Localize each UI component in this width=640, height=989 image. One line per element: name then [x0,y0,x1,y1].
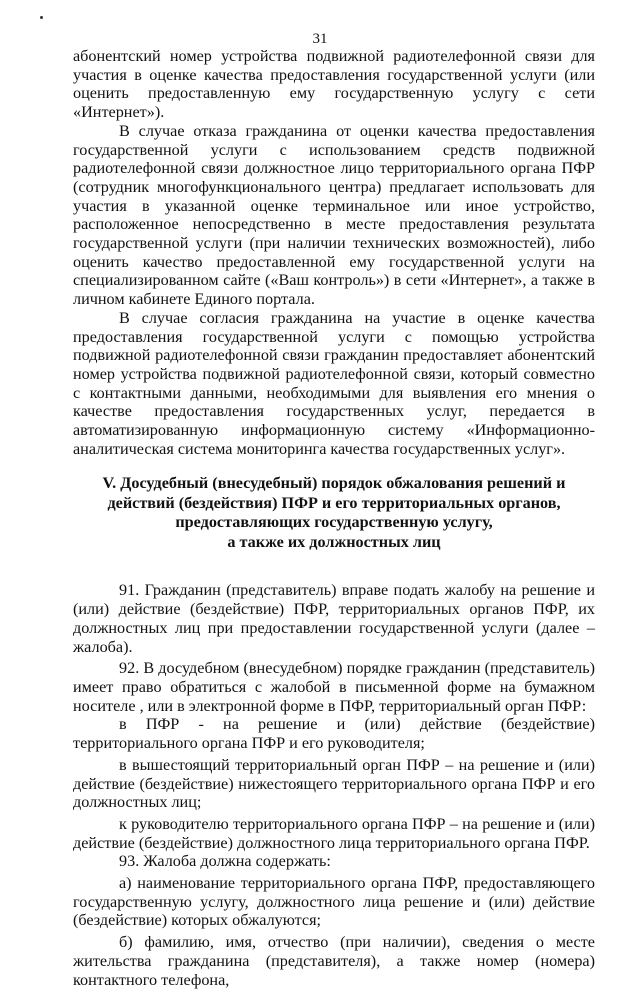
section-heading-line: предоставляющих государственную услугу, [175,513,493,532]
document-body [73,47,595,989]
spacer [73,552,595,581]
clause-93: 93. Жалоба должна содержать: [119,852,331,871]
section-heading-line: действий (бездействия) ПФР и его территориальных органов, [107,493,561,512]
section-heading-line: V. Досудебный (внесудебный) порядок обжалования решений и [102,474,566,493]
clause-92-item-pfr: в ПФР - на решение и (или) действие (бездействие) территориального органа ПФР и его руководителя; [73,715,595,753]
section-heading-line: а также их должностных лиц [227,532,441,551]
scan-dot-mark [40,16,43,19]
spacer [73,458,595,474]
clause-93-item-a: а) наименование территориального органа ПФР, предоставляющего государственную услугу, должностного лица решение и (или) действие (бездействие) которых обжалуются; [73,874,595,930]
paragraph-consent-case: В случае согласия гражданина на участие в оценке качества предоставления государственной услуги с помощью устройства подвижной радиотелефонной связи гражданин предоставляет абонентский номер устройства подвижной радиотелефонной связи, который совместно с контактными данными, необходимыми для выявления его мнения о качестве предоставления государственных услуг, передается в автоматизированную информационную систему «Информационно-аналитическая система мониторинга качества государственных услуг». [73,308,595,458]
clause-91: 91. Гражданин (представитель) вправе подать жалобу на решение и (или) действие (бездействие) ПФР, территориальных органов ПФР, их должностных лиц при предоставлении государственной услуги (далее – жалоба). [73,581,595,656]
clause-92-item-head: к руководителю территориального органа ПФР – на решение и (или) действие (бездействие) должностного лица территориального органа ПФР. [73,814,595,852]
clause-92: 92. В досудебном (внесудебном) порядке гражданин (представитель) имеет право обратиться с жалобой в письменной форме на бумажном носителе , или в электронной форме в ПФР, территориальный орган ПФР: [73,659,595,715]
page-number: 31 [312,31,328,47]
clause-93-item-b: б) фамилию, имя, отчество (при наличии), сведения о месте жительства гражданина (представителя), а также номер (номера) контактного телефона, [73,933,595,989]
clause-92-item-higher-body: в вышестоящий территориальный орган ПФР – на решение и (или) действие (бездействие) нижестоящего территориального органа ПФР и его должностных лиц; [73,755,595,812]
paragraph-refusal-case: В случае отказа гражданина от оценки качества предоставления государственной услуги с использованием средств подвижной радиотелефонной связи должностное лицо территориального органа ПФР (сотрудник многофункционального центра) предлагает использовать для участия в указанной оценке терминальное или иное устройство, расположенное непосредственно в месте предоставления результата государственной услуги (при наличии технических возможностей), либо оценить качество предоставленной ему государственной услуги на специализированном сайте («Ваш контроль») в сети «Интернет», а также в личном кабинете Единого портала. [73,121,595,309]
section-heading [73,474,595,552]
paragraph-continued: абонентский номер устройства подвижной радиотелефонной связи для участия в оценке качества предоставления государственной услуги (или оценить предоставленную ему государственную услугу с сети «Интернет»). [73,47,595,122]
